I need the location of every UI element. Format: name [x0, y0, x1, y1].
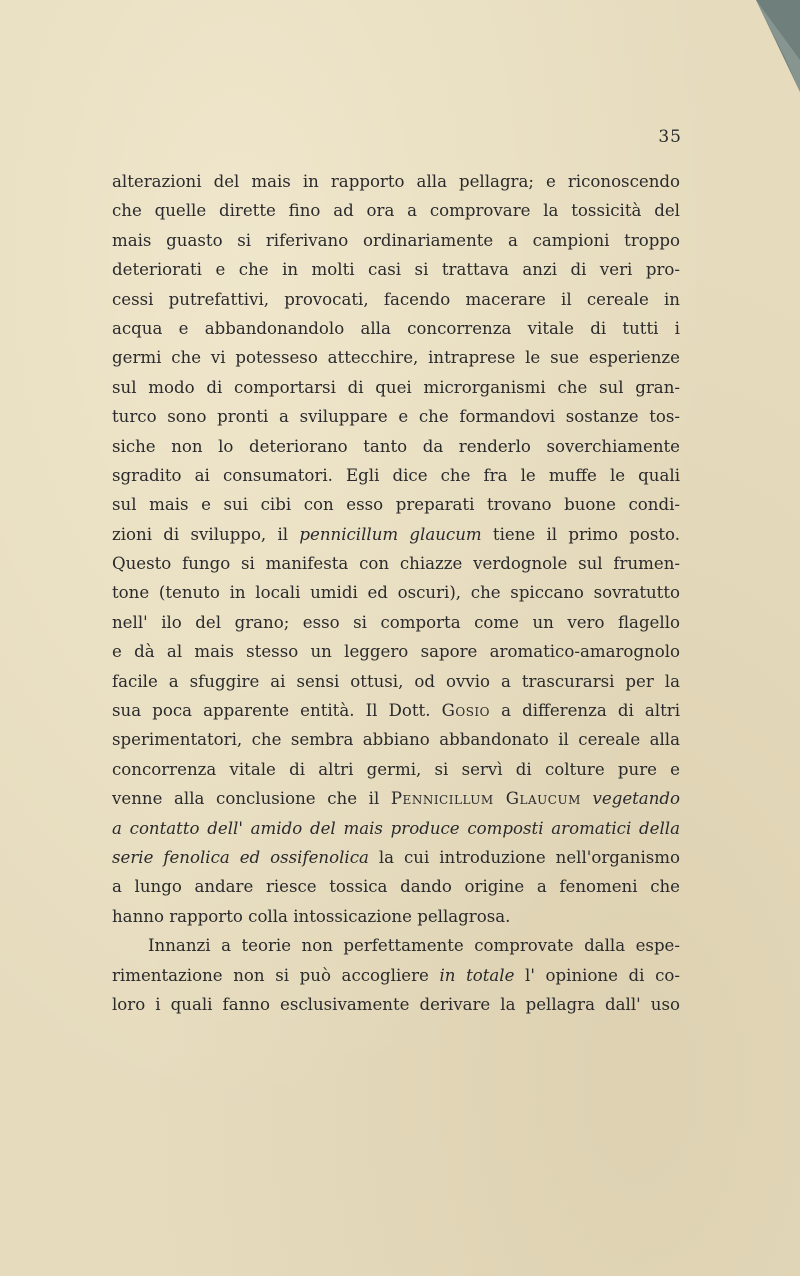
text-line: sperimentatori, che sembra abbiano abbandonato il cereale alla — [112, 730, 680, 750]
text-line: germi che vi potesseso attecchire, intraprese le sue esperienze — [112, 348, 680, 368]
text-line: turco sono pronti a svilupparе e che formandovi sostanze tos- — [112, 407, 680, 427]
text-line: e dà al mais stesso un leggero sapore aromatico-amarognolo — [112, 642, 680, 662]
text-line: nell' ilo del grano; esso si comporta come un vero flagello — [112, 612, 680, 632]
text-line: che quelle dirette fino ad ora a comprovare la tossicità del — [112, 201, 680, 221]
body-text — [112, 167, 680, 1019]
text-line: alterazioni del mais in rapporto alla pellagra; e riconoscendo — [112, 172, 680, 191]
text-line: loro i quali fanno esclusivamente derivare la pellagra dall' uso — [112, 994, 680, 1014]
latin-phrase-italic: in totale — [439, 965, 515, 985]
text-line: acqua e abbandonandolo alla concorrenza vitale di tutti i — [112, 318, 680, 338]
text-line: facile a sfuggire ai sensi ottusi, od ovvio a trascurarsi per la — [112, 671, 680, 691]
emphasis-italic: vegetando — [592, 789, 680, 809]
text-line: venne alla conclusione che il Pennicillum Glaucum vegetando — [112, 789, 680, 809]
text-line: sua poca apparente entità. Il Dott. Gosio a differenza di altri — [112, 701, 680, 721]
text-line: mais guasto si riferivano ordinariamente a campioni troppo — [112, 230, 680, 250]
text-line: siche non lo deteriorano tanto da renderlo soverchiamente — [112, 436, 680, 456]
page-number: 35 — [658, 127, 682, 147]
text-line: sgradito ai consumatori. Egli dice che fra le muffe le quali — [112, 465, 680, 485]
text-line: serie fenolica ed ossifenolica la cui introduzione nell'organismo — [112, 847, 680, 867]
text-line-italic: a contatto dell' amido del mais produce composti aromatici della — [112, 818, 680, 838]
text-line: rimentazione non si può accogliere in totale l' opinione di co- — [112, 965, 680, 985]
species-name-smallcaps: Pennicillum Glaucum — [390, 789, 581, 809]
text-line: a lungo andare riesce tossica dando origine a fenomeni che — [112, 877, 680, 897]
species-name-italic: pennicillum glaucum — [299, 524, 482, 544]
text-line: zioni di sviluppo, il pennicillum glaucum tiene il primo posto. — [112, 524, 680, 544]
corner-fold-shape — [756, 0, 800, 92]
text-line: cessi putrefattivi, provocati, facendo macerare il cereale in — [112, 289, 680, 309]
text-line: sul mais e sui cibi con esso preparati trovano buone condi- — [112, 495, 680, 515]
author-name-smallcaps: Gosio — [441, 701, 491, 721]
text-line: deteriorati e che in molti casi si trattava anzi di veri pro- — [112, 260, 680, 280]
text-line: Questo fungo si manifesta con chiazze verdognole sul frumen- — [112, 554, 680, 574]
paragraph-start-line: Innanzi a teorie non perfettamente comprovate dalla espe- — [148, 936, 680, 956]
text-line: sul modo di comportarsi di quei microrganismi che sul gran- — [112, 377, 680, 397]
paragraph-end-line: hanno rapporto colla intossicazione pellagrosa. — [112, 906, 511, 926]
page-corner-fold — [756, 0, 800, 92]
text-line: tone (tenuto in locali umidi ed oscuri), che spiccano sovratutto — [112, 583, 680, 603]
emphasis-italic: serie fenolica ed ossifenolica — [112, 847, 369, 867]
text-line: concorrenza vitale di altri germi, si servì di colture pure e — [112, 759, 680, 779]
